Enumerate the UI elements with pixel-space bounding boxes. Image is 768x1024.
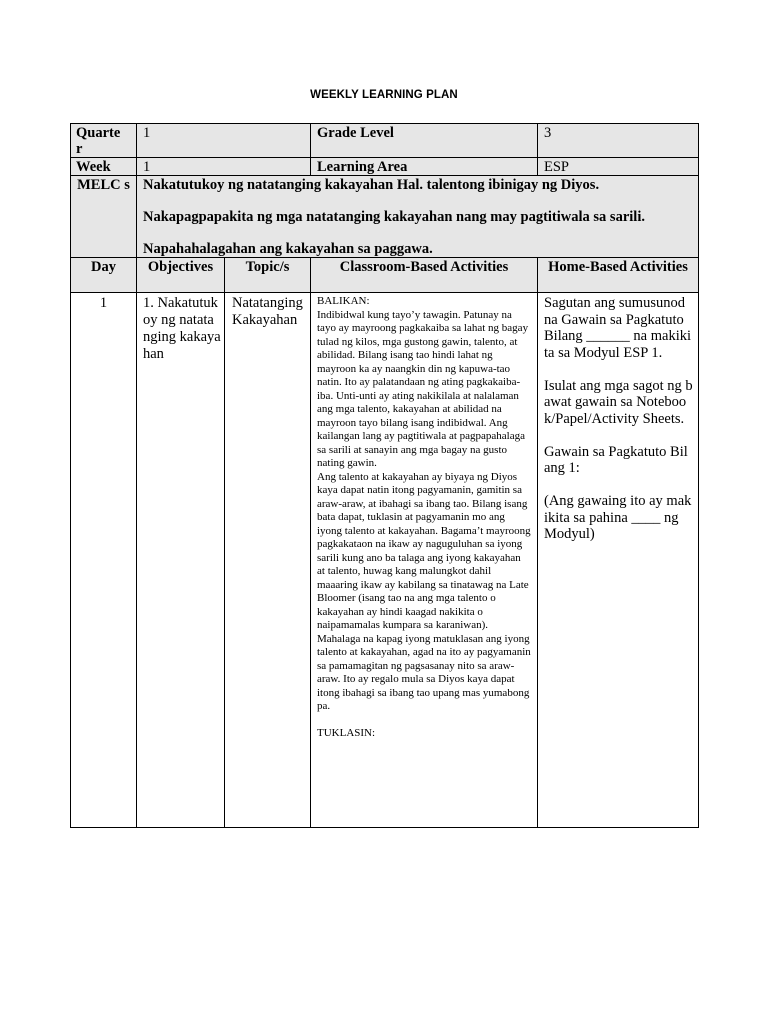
topic-text: Natatanging Kakayahan [225,293,311,828]
home-activity-item: Sagutan ang sumusunod na Gawain sa Pagkatuto Bilang ______ na makikita sa Modyul ESP 1. [544,295,691,361]
balikan-heading: BALIKAN: [317,295,370,307]
header-home-activities: Home-Based Activities [538,258,699,293]
melcs-list [137,176,699,258]
header-topics: Topic/s [225,258,311,293]
info-row-quarter [71,124,699,158]
learning-area-value: ESP [538,158,699,176]
header-day: Day [71,258,137,293]
info-row-week [71,158,699,176]
learning-area-label: Learning Area [311,158,538,176]
day-row [71,293,699,828]
home-activity-item: Gawain sa Pagkatuto Bilang 1: [544,443,688,476]
week-label: Week [71,158,137,176]
header-objectives: Objectives [137,258,225,293]
balikan-paragraph-2: Ang talento at kakayahan ay biyaya ng Diyos kaya dapat natin itong pagyamanin, gamitin sa araw-araw, at ibahagi sa ibang tao. Bilang isang bata dapat, tuklasin at pagyamanin mo ang iyong talento at kakayahan. Bagama’t mayroong pagkakataon na ikaw ay naguguluhan sa iyong sarili kung ano ba talaga ang iyong kakayahan at talento, huwag kang malungkot dahil maaaring ikaw ay kabilang sa tinatawag na Late Bloomer (isang tao na ang mga talento o kakayahan ay hindi kaagad nakikita o naipamamalas kumpara sa karaniwan). Mahalaga na kapag iyong matuklasan ang iyong talento at kakayahan, agad na ito ay pagyamanin sa pamamagitan ng pagsasanay nito sa araw-araw. Ito ay regalo mula sa Diyos kaya dapat itong ibahagi sa ibang tao upang mas yumabong pa. [317,470,531,712]
week-value: 1 [137,158,311,176]
balikan-paragraph-1: Indibidwal kung tayo’y tawagin. Patunay na tayo ay mayroong pagkakaiba sa lahat ng bagay tulad ng kilos, mga gustong gawin, talento, at abilidad. Bilang isang tao hindi lahat ng mayroon ka ay naangkin din ng kapuwa-tao natin. Ito ay palatandaan ng ating pagkakaiba-iba. Unti-unti ay ating nakikilala at nalalaman ang mga talento, kakayahan at abilidad na mayroon tayo bilang isang indibidwal. Ang kailangan lang ay pagtitiwala at pagpapahalaga sa sarili at sanayin ang mga bagay na gusto nating gawin. [317,308,529,469]
melc-item: Napahahalagahan ang kakayahan sa paggawa. [143,241,433,257]
home-activity-item: Isulat ang mga sagot ng bawat gawain sa Notebook/Papel/Activity Sheets. [544,377,693,427]
grade-level-value: 3 [538,124,699,158]
grade-level-label: Grade Level [311,124,538,158]
melc-item: Nakatutukoy ng natatanging kakayahan Hal. talentong ibinigay ng Diyos. [143,177,600,193]
learning-plan-table [70,123,699,828]
melcs-label: MELC s [71,176,137,258]
quarter-label: Quarte r [71,124,137,158]
home-activities [538,293,699,828]
page-title: WEEKLY LEARNING PLAN [310,89,458,101]
melc-item: Nakapagpapakita ng mga natatanging kakayahan nang may pagtitiwala sa sarili. [143,209,645,225]
home-activity-item: (Ang gawaing ito ay makikita sa pahina ____ ng Modyul) [544,493,692,542]
header-classroom-activities: Classroom-Based Activities [311,258,538,293]
quarter-value: 1 [137,124,311,158]
tuklasin-heading: TUKLASIN: [317,727,376,739]
column-header-row [71,258,699,293]
melcs-row [71,176,699,258]
classroom-activities [311,293,538,828]
day-number: 1 [71,293,137,828]
objective-text: 1. Nakatutukoy ng natatanging kakayahan [137,293,225,828]
